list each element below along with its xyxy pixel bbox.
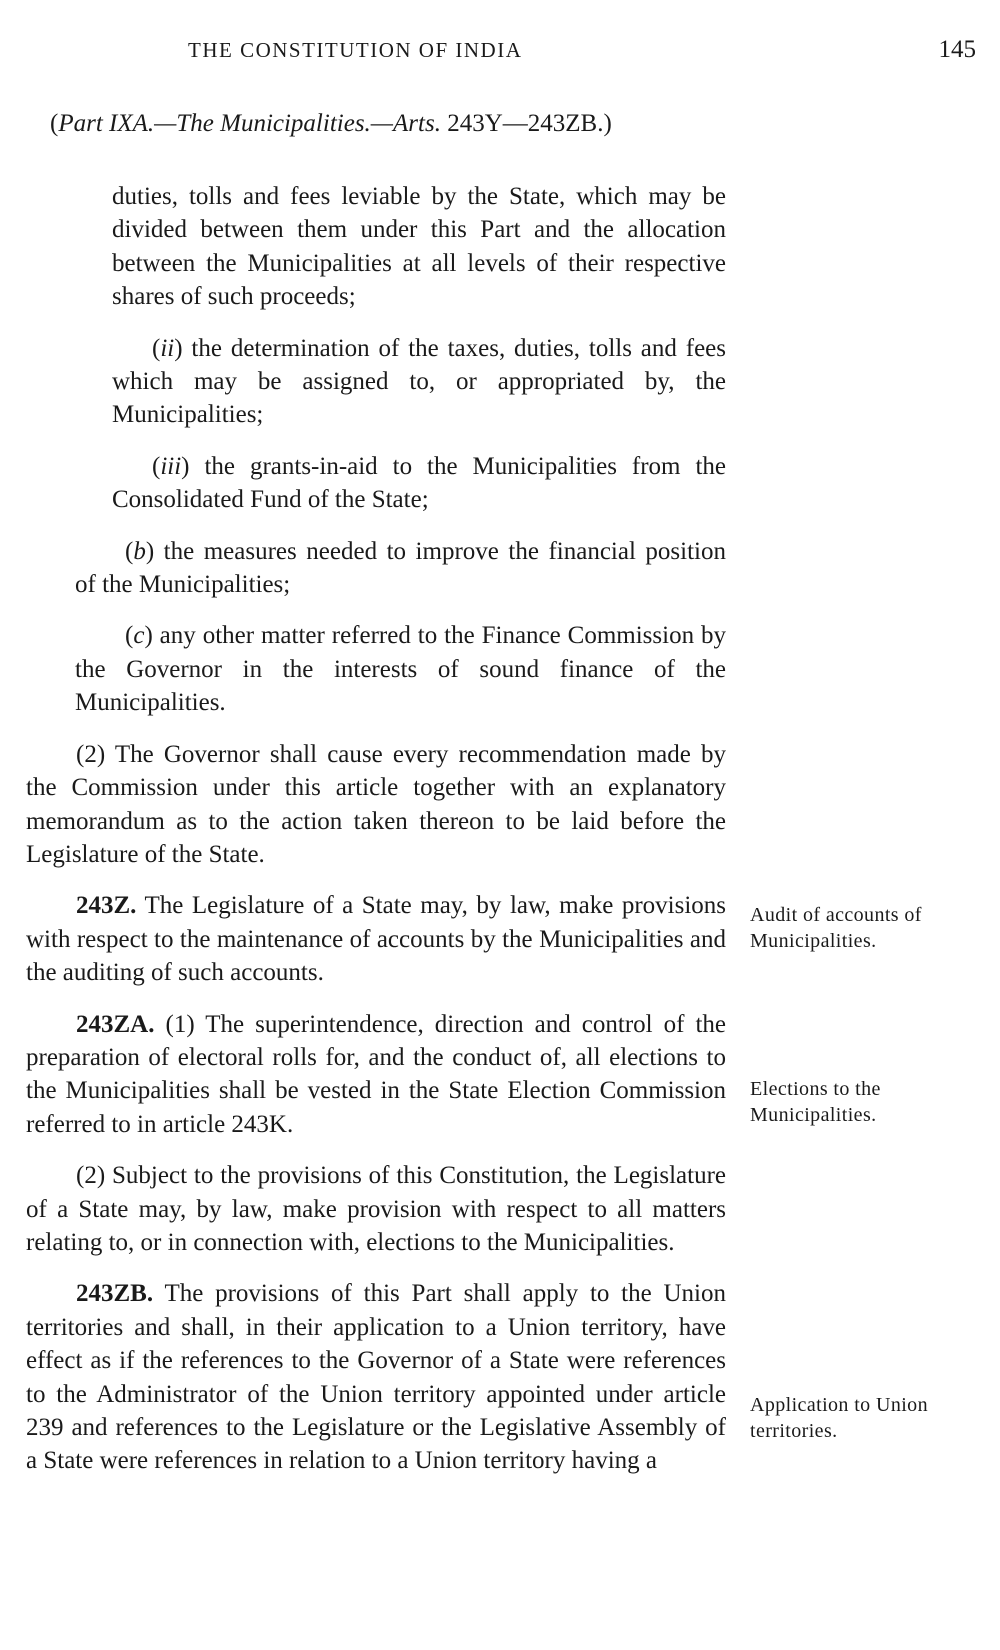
sub-item-iii-text: the grants-in-aid to the Municipalities from the Consolidated Fund of the State;: [112, 452, 726, 514]
running-title: THE CONSTITUTION OF INDIA: [188, 38, 523, 62]
margin-note-elections: Elections to the Municipalities.: [750, 1078, 881, 1126]
clause-c: [26, 619, 726, 719]
continuation-line: duties, tolls and fees leviable by the State, which may be divided between them under this Part and the allocation between the Municipalities at all levels of their respective shares of such proceeds;: [112, 183, 726, 311]
article-243za: [26, 1008, 726, 1142]
sub-item-ii-block: (ii) the determination of the taxes, duties, tolls and fees which may be assigned to, or appropriated by, the Municipalities;: [112, 334, 726, 429]
clause-c-text: any other matter referred to the Finance Commission by the Governor in the interests of sound finance of the Municipalities.: [75, 622, 726, 717]
clause-c-label: c: [133, 622, 145, 650]
article-243z-text: The Legislature of a State may, by law, make provisions with respect to the maintenance of accounts by the Municipalities and the auditing of such accounts.: [26, 892, 726, 987]
article-243za-text: (1) The superintendence, direction and control of the preparation of electoral rolls for, and the conduct of, all elections to the Municipalities shall be vested in the State Election Commission referred to in article 243K.: [26, 1010, 726, 1138]
part-title: Part IXA.—The Municipalities.—Arts.: [58, 110, 441, 137]
sub-item-ii-label: ii: [160, 334, 175, 362]
clause-b-text: the measures needed to improve the financial position of the Municipalities;: [75, 537, 726, 599]
margin-note-audit: Audit of accounts of Municipalities.: [750, 904, 922, 952]
page-number: 145: [938, 36, 976, 63]
sub-item-iii-label: iii: [160, 452, 182, 480]
running-header: [0, 38, 1000, 68]
sub-item-ii-text: the determination of the taxes, duties, tolls and fees which may be assigned to, or appropriated by, the Municipalities;: [112, 334, 726, 429]
part-open-paren: (: [50, 110, 59, 137]
part-heading: [50, 110, 612, 138]
article-243z-number: 243Z.: [76, 892, 137, 920]
clause-b-label: b: [133, 537, 146, 565]
part-articles: 243Y—243ZB.: [440, 110, 604, 137]
continuation-text: [26, 180, 726, 314]
clause-b-block: (b) the measures needed to improve the financial position of the Municipalities;: [75, 537, 726, 599]
article-243zb-number: 243ZB.: [76, 1280, 154, 1308]
clause-b: [26, 535, 726, 602]
article-243za-clause-2: (2) Subject to the provisions of this Constitution, the Legislature of a State may, by law, make provision with respect to all matters relating to, or in connection with, elections to the Municipalities.: [26, 1162, 726, 1256]
part-close-paren: ): [603, 110, 612, 137]
body-text: [26, 180, 726, 1496]
clause-2: (2) The Governor shall cause every recommendation made by the Commission under this article together with an explanatory memorandum as to the action taken thereon to be laid before the Legislature of the State.: [26, 740, 726, 868]
article-243zb: [26, 1277, 726, 1477]
article-243zb-text: The provisions of this Part shall apply to the Union territories and shall, in their application to a Union territory, have effect as if the references to the Governor of a State were references to the Administrator of the Union territory appointed under article 239 and references to the Legislature or the Legislative Assembly of a State were references in relation to a Union territory having a: [26, 1280, 726, 1475]
margin-note-application: Application to Union territories.: [750, 1394, 928, 1442]
article-243z: [26, 889, 726, 989]
sub-item-iii-block: (iii) the grants-in-aid to the Municipalities from the Consolidated Fund of the State;: [112, 452, 726, 514]
sub-item-iii: [26, 450, 726, 517]
sub-item-ii: [26, 332, 726, 432]
clause-c-block: (c) any other matter referred to the Finance Commission by the Governor in the interests of sound finance of the Municipalities.: [75, 622, 726, 717]
article-243za-number: 243ZA.: [76, 1010, 155, 1038]
